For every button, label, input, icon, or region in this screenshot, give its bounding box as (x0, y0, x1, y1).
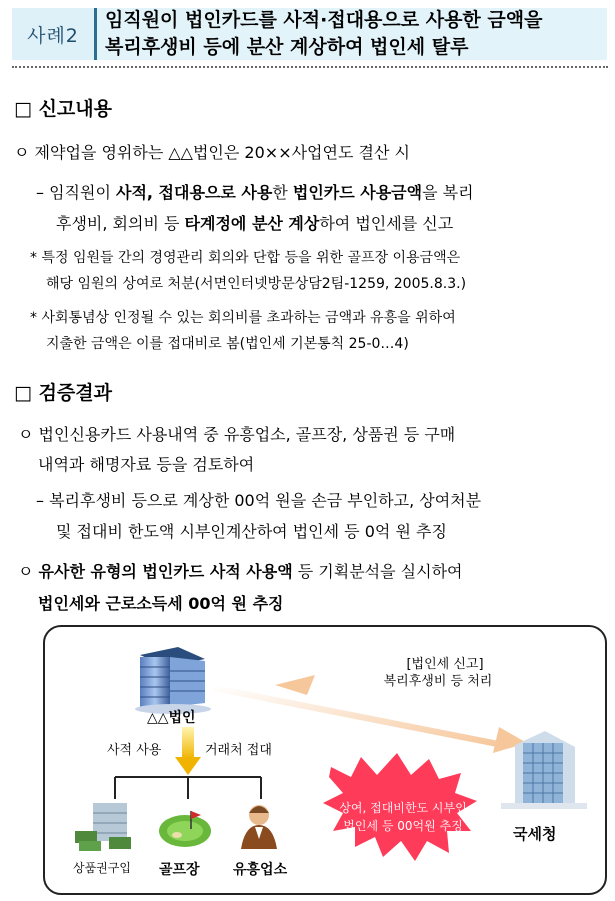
case-title (97, 8, 607, 60)
report-line-1: ㅇ 제약업을 영위하는 △△법인은 20××사업연도 결산 시 (14, 143, 410, 162)
title-line-2: 복리후생비 등에 분산 계상하여 법인세 탈루 (105, 36, 469, 58)
tax-office-label: 국세청 (513, 825, 557, 843)
diagram-graphics (45, 627, 607, 895)
result-line-1: ㅇ 법인신용카드 사용내역 중 유흥업소, 골프장, 상품권 등 구매 (18, 425, 456, 444)
result-dash-2: 및 접대비 한도액 시부인계산하여 법인세 등 0억 원 추징 (56, 522, 447, 541)
gift-card-icon (75, 803, 131, 851)
result-heading: □ 검증결과 (14, 382, 112, 404)
report-label: [법인세 신고] (406, 657, 484, 672)
entertainment-venue-label: 유흥업소 (233, 862, 288, 878)
gift-card-label: 상품권구입 (73, 861, 131, 875)
result-bold-line-2: 법인세와 근로소득세 00억 원 추징 (38, 594, 284, 613)
report-note-1-line-2: 해당 임원의 상여로 처분(서면인터넷방문상담2팀-1259, 2005.8.3.) (46, 276, 467, 292)
result-line-2: 내역과 해명자료 등을 검토하여 (38, 455, 255, 474)
flow-diagram (43, 625, 607, 895)
report-heading: □ 신고내용 (14, 98, 112, 120)
result-bold-line-1: ㅇ 유사한 유형의 법인카드 사적 사용액 등 기획분석을 실시하여 (18, 562, 463, 581)
burst-line-1: 상여, 접대비한도 시부인 (339, 801, 467, 815)
result-dash-1: – 복리후생비 등으로 계상한 00억 원을 손금 부인하고, 상여처분 (36, 491, 482, 510)
title-line-1: 임직원이 법인카드를 사적·접대용으로 사용한 금액을 (105, 9, 543, 31)
case-label: 사례2 (12, 8, 97, 60)
report-sublabel: 복리후생비 등 처리 (383, 674, 493, 689)
private-use-label: 사적 사용 (107, 743, 162, 758)
divider (12, 66, 608, 68)
golf-course-label: 골프장 (159, 862, 200, 878)
report-note-1-line-1: * 특정 임원들 간의 경영관리 회의와 단합 등을 위한 골프장 이용금액은 (30, 250, 461, 266)
entertainment-icon (241, 805, 277, 849)
golf-course-icon (159, 811, 211, 847)
report-note-2-line-1: * 사회통념상 인정될 수 있는 회의비를 초과하는 금액과 유흥을 위하여 (30, 310, 456, 326)
client-entertainment-label: 거래처 접대 (205, 743, 272, 758)
report-dash-line-1: – 임직원이 사적, 접대용으로 사용한 법인카드 사용금액을 복리 (36, 183, 474, 202)
company-label: △△법인 (147, 710, 196, 726)
report-dash-line-2: 후생비, 회의비 등 타계정에 분산 계상하여 법인세를 신고 (56, 214, 454, 233)
company-building-icon (135, 647, 211, 714)
down-arrow-icon (175, 727, 201, 775)
burst-line-2: 법인세 등 00억원 추징 (343, 819, 463, 833)
report-note-2-line-2: 지출한 금액은 이를 접대비로 봄(법인세 기본통칙 25-0…4) (46, 336, 409, 352)
branch-lines (115, 777, 261, 799)
